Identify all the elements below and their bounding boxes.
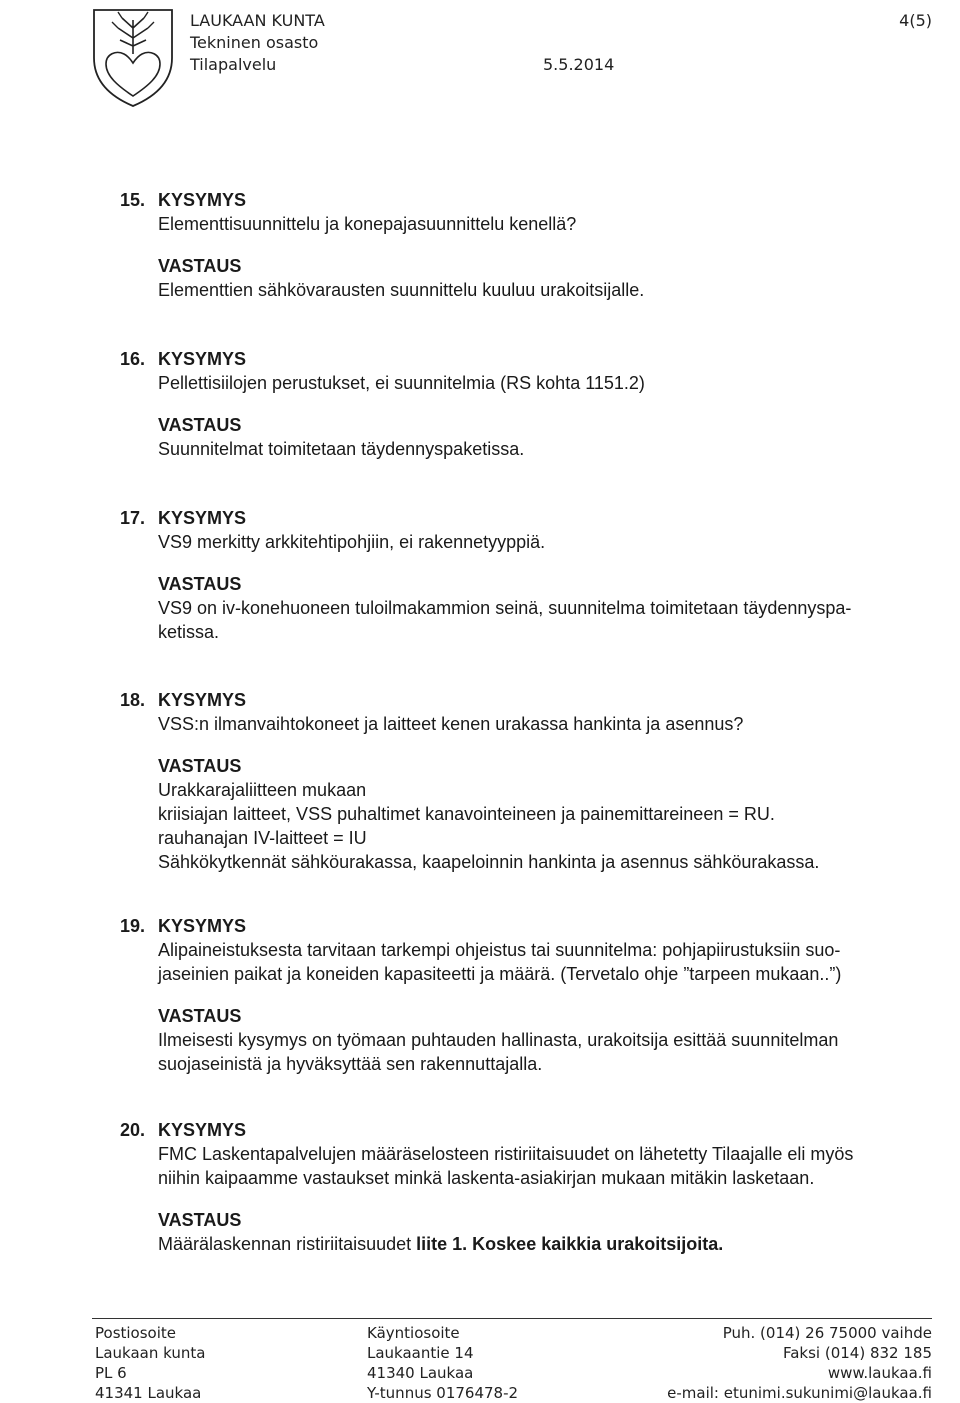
question-number: 20. (120, 1120, 146, 1140)
org-name: LAUKAAN KUNTA (190, 11, 325, 30)
question-label: KYSYMYS (158, 916, 247, 936)
footer-fax: Faksi (014) 832 185 (782, 1344, 932, 1362)
answer-text: Suunnitelmat toimitetaan täydennyspaketissa. (158, 439, 525, 459)
question-block-17 (120, 506, 920, 644)
answer-label: VASTAUS (158, 415, 242, 435)
question-text: Elementtisuunnittelu ja konepajasuunnittelu kenellä? (158, 214, 577, 234)
footer-line: 41340 Laukaa (367, 1364, 474, 1382)
question-text-line: Alipaineistuksesta tarvitaan tarkempi ohjeistus tai suunnitelma: pohjapiirustuksiin suo- (158, 940, 841, 960)
answer-text-line: ketissa. (158, 622, 220, 642)
footer-line: 41341 Laukaa (95, 1384, 202, 1402)
answer-text: Elementtien sähkövarausten suunnittelu kuuluu urakoitsijalle. (158, 280, 645, 300)
answer-text-bold: liite 1. Koskee kaikkia urakoitsijoita. (416, 1234, 724, 1254)
question-number: 17. (120, 508, 146, 528)
answer-text-line: kriisiajan laitteet, VSS puhaltimet kanavointeineen ja painemittareineen = RU. (158, 804, 775, 824)
question-block-18 (120, 688, 920, 874)
question-number: 18. (120, 690, 146, 710)
footer-line: Laukaan kunta (95, 1344, 206, 1362)
answer-text-line: Sähkökytkennät sähköurakassa, kaapeloinnin hankinta ja asennus sähköurakassa. (158, 852, 820, 872)
footer-contact (667, 1323, 932, 1403)
question-text: VSS:n ilmanvaihtokoneet ja laitteet kenen urakassa hankinta ja asennus? (158, 714, 744, 734)
department-name: Tekninen osasto (190, 33, 319, 52)
unit-name: Tilapalvelu (190, 55, 277, 74)
answer-text-line: Urakkarajaliitteen mukaan (158, 780, 367, 800)
answer-text-line: Ilmeisesti kysymys on työmaan puhtauden hallinasta, urakoitsija esittää suunnitelman (158, 1030, 839, 1050)
question-number: 19. (120, 916, 146, 936)
question-text-line: FMC Laskentapalvelujen määräselosteen ristiriitaisuudet on lähetetty Tilaajalle eli myös (158, 1144, 854, 1164)
document-date: 5.5.2014 (543, 55, 615, 74)
footer-postal-address (95, 1323, 205, 1403)
answer-text (158, 1232, 920, 1256)
footer-email-link[interactable]: e-mail: etunimi.sukunimi@laukaa.fi (667, 1384, 932, 1402)
footer-line: Postiosoite (95, 1324, 176, 1342)
question-number: 15. (120, 190, 146, 210)
question-label: KYSYMYS (158, 349, 247, 369)
footer-website-link[interactable]: www.laukaa.fi (827, 1364, 932, 1382)
question-label: KYSYMYS (158, 190, 247, 210)
answer-text-plain: Määrälaskennan ristiriitaisuudet (158, 1234, 417, 1254)
footer-line: Y-tunnus 0176478-2 (367, 1384, 519, 1402)
footer-line: Laukaantie 14 (367, 1344, 474, 1362)
question-block-15 (120, 188, 920, 302)
question-text: Pellettisiilojen perustukset, ei suunnitelmia (RS kohta 1151.2) (158, 373, 645, 393)
question-text: VS9 merkitty arkkitehtipohjiin, ei rakennetyyppiä. (158, 532, 546, 552)
answer-label: VASTAUS (158, 574, 242, 594)
question-block-19 (120, 914, 920, 1076)
question-label: KYSYMYS (158, 508, 247, 528)
footer-line: Käyntiosoite (367, 1324, 460, 1342)
question-text-line: jaseinien paikat ja koneiden kapasiteetti ja määrä. (Tervetalo ohje ”tarpeen mukaan..”) (158, 964, 842, 984)
footer-phone: Puh. (014) 26 75000 vaihde (722, 1324, 932, 1342)
answer-label: VASTAUS (158, 256, 242, 276)
question-label: KYSYMYS (158, 1120, 247, 1140)
answer-text-line: rauhanajan IV-laitteet = IU (158, 828, 367, 848)
question-number: 16. (120, 349, 146, 369)
answer-text-line: VS9 on iv-konehuoneen tuloilmakammion seinä, suunnitelma toimitetaan täydennyspa- (158, 598, 852, 618)
answer-text-line: suojaseinistä ja hyväksyttää sen rakennuttajalla. (158, 1054, 543, 1074)
answer-label: VASTAUS (158, 756, 242, 776)
answer-label: VASTAUS (158, 1006, 242, 1026)
letterhead (190, 10, 325, 76)
question-block-16 (120, 347, 920, 461)
question-text-line: niihin kaipaamme vastaukset minkä laskenta-asiakirjan mukaan mitäkin lasketaan. (158, 1168, 815, 1188)
answer-label: VASTAUS (158, 1210, 242, 1230)
footer-visiting-address (367, 1323, 518, 1403)
question-block-20 (120, 1118, 920, 1256)
footer-divider (92, 1318, 932, 1319)
page-number: 4(5) (899, 11, 932, 30)
footer-line: PL 6 (95, 1364, 127, 1382)
municipality-coat-of-arms-logo (88, 6, 178, 110)
question-label: KYSYMYS (158, 690, 247, 710)
